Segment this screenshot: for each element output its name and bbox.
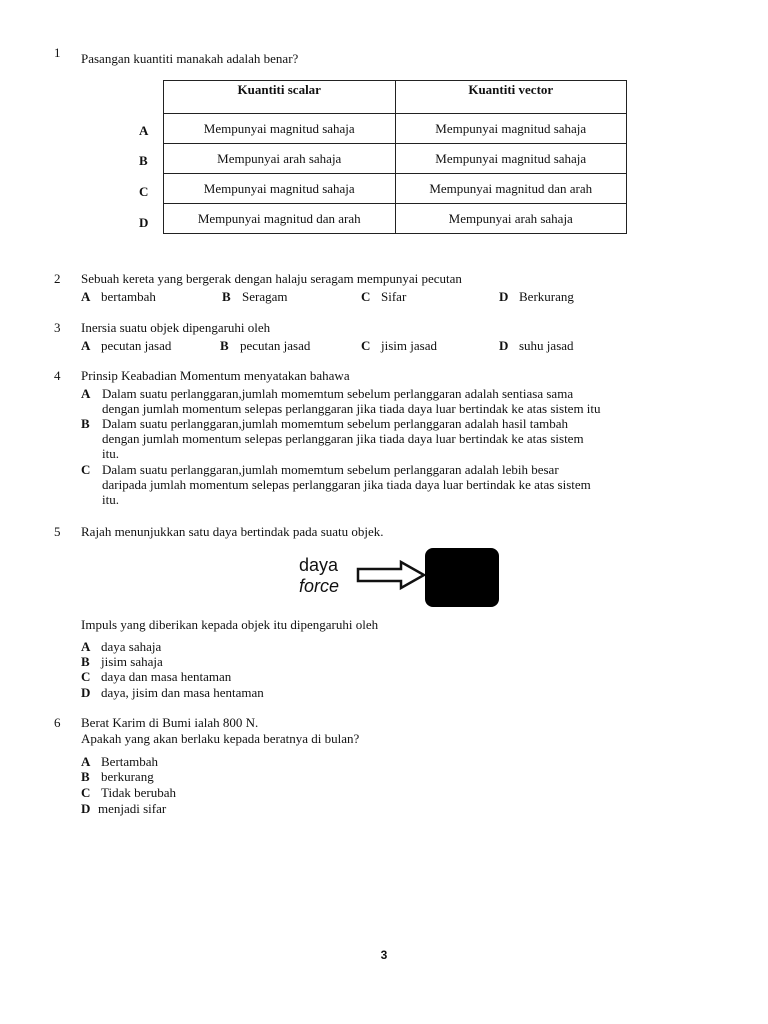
option-text-line: dengan jumlah momentum selepas perlanggaran jika tiada daya luar bertindak ke atas sistem bbox=[102, 431, 584, 446]
option-letter: B bbox=[81, 416, 90, 431]
quantity-table bbox=[163, 80, 627, 234]
option-text-line: Dalam suatu perlanggaran,jumlah momemtum sebelum perlanggaran adalah sentiasa sama bbox=[102, 386, 574, 401]
option-letter: C bbox=[361, 338, 371, 353]
option-b bbox=[81, 769, 154, 784]
question-text: Sebuah kereta yang bergerak dengan halaju seragam mempunyai pecutan bbox=[81, 271, 462, 286]
table-cell: Mempunyai magnitud dan arah bbox=[395, 174, 627, 204]
option-text: jisim sahaja bbox=[101, 654, 163, 669]
option-letter: D bbox=[81, 801, 91, 816]
question-text: Prinsip Keabadian Momentum menyatakan bahawa bbox=[81, 368, 350, 383]
object-block bbox=[425, 548, 499, 607]
option-text: jisim jasad bbox=[381, 338, 437, 353]
option-text-line: Dalam suatu perlanggaran,jumlah momemtum sebelum perlanggaran adalah lebih besar bbox=[102, 462, 559, 477]
table-cell: Mempunyai arah sahaja bbox=[164, 144, 396, 174]
option-text-line: itu. bbox=[102, 492, 119, 507]
question-text: Pasangan kuantiti manakah adalah benar? bbox=[81, 51, 299, 66]
option-letter: D bbox=[499, 338, 509, 353]
table-row bbox=[164, 204, 627, 234]
page-number: 3 bbox=[380, 948, 388, 962]
option-text: menjadi sifar bbox=[98, 801, 167, 816]
option-c bbox=[361, 289, 406, 304]
table-cell: Mempunyai magnitud dan arah bbox=[164, 204, 396, 234]
force-diagram bbox=[296, 547, 502, 609]
question-number: 2 bbox=[54, 271, 61, 286]
force-arrow-icon bbox=[358, 562, 424, 588]
option-letter: A bbox=[81, 386, 91, 401]
option-text: suhu jasad bbox=[519, 338, 574, 353]
option-text-line: dengan jumlah momentum selepas perlanggaran jika tiada daya luar bertindak ke atas sistem itu bbox=[102, 401, 601, 416]
option-letter: B bbox=[220, 338, 229, 353]
option-text-line: itu. bbox=[102, 446, 119, 461]
question-number: 1 bbox=[54, 45, 61, 60]
option-letter: D bbox=[499, 289, 509, 304]
question-number: 5 bbox=[54, 524, 61, 539]
option-text: pecutan jasad bbox=[240, 338, 311, 353]
row-letter: D bbox=[139, 215, 149, 230]
option-b bbox=[220, 338, 310, 353]
option-a bbox=[81, 289, 156, 304]
option-c bbox=[361, 338, 437, 353]
row-letter: C bbox=[139, 184, 149, 199]
table-cell: Mempunyai arah sahaja bbox=[395, 204, 627, 234]
table-header-row bbox=[164, 81, 627, 114]
table-row bbox=[164, 174, 627, 204]
option-letter: C bbox=[361, 289, 371, 304]
table-header-vector: Kuantiti vector bbox=[395, 81, 627, 114]
table-cell: Mempunyai magnitud sahaja bbox=[164, 114, 396, 144]
option-text: daya sahaja bbox=[101, 639, 162, 654]
option-b bbox=[81, 654, 163, 669]
option-c bbox=[81, 785, 176, 800]
option-letter: A bbox=[81, 754, 91, 769]
option-text: Sifar bbox=[381, 289, 407, 304]
row-letter: A bbox=[139, 123, 149, 138]
option-letter: A bbox=[81, 289, 91, 304]
option-a bbox=[81, 754, 158, 769]
option-text: daya dan masa hentaman bbox=[101, 669, 232, 684]
option-letter: C bbox=[81, 785, 91, 800]
option-letter: C bbox=[81, 669, 91, 684]
option-text: bertambah bbox=[101, 289, 156, 304]
question-number: 3 bbox=[54, 320, 61, 335]
table-cell: Mempunyai magnitud sahaja bbox=[395, 114, 627, 144]
option-letter: B bbox=[81, 769, 90, 784]
option-d bbox=[499, 338, 574, 353]
figure-label-force: force bbox=[299, 576, 340, 596]
question-text: Berat Karim di Bumi ialah 800 N. bbox=[81, 715, 259, 730]
option-text: Tidak berubah bbox=[101, 785, 176, 800]
table-header-scalar: Kuantiti scalar bbox=[164, 81, 396, 114]
row-letter: B bbox=[139, 153, 148, 168]
option-d bbox=[499, 289, 574, 304]
table-row bbox=[164, 114, 627, 144]
question-number: 6 bbox=[54, 715, 61, 730]
table-cell: Mempunyai magnitud sahaja bbox=[164, 174, 396, 204]
question-text: Rajah menunjukkan satu daya bertindak pada suatu objek. bbox=[81, 524, 384, 539]
option-letter: A bbox=[81, 338, 91, 353]
option-text: daya, jisim dan masa hentaman bbox=[101, 685, 264, 700]
option-a bbox=[81, 639, 161, 654]
option-text: Berkurang bbox=[519, 289, 574, 304]
option-text: Seragam bbox=[242, 289, 288, 304]
question-text-2: Apakah yang akan berlaku kepada beratnya di bulan? bbox=[81, 731, 360, 746]
question-number: 4 bbox=[54, 368, 61, 383]
table-cell: Mempunyai magnitud sahaja bbox=[395, 144, 627, 174]
option-letter: B bbox=[81, 654, 90, 669]
option-letter: A bbox=[81, 639, 91, 654]
table-row bbox=[164, 144, 627, 174]
option-letter: B bbox=[222, 289, 231, 304]
figure-label-daya: daya bbox=[299, 555, 339, 575]
option-letter: C bbox=[81, 462, 91, 477]
question-text: Inersia suatu objek dipengaruhi oleh bbox=[81, 320, 271, 335]
option-c bbox=[81, 669, 231, 684]
option-a bbox=[81, 338, 171, 353]
option-letter: D bbox=[81, 685, 91, 700]
option-d bbox=[81, 801, 166, 816]
option-text: pecutan jasad bbox=[101, 338, 172, 353]
option-text: berkurang bbox=[101, 769, 154, 784]
option-b bbox=[222, 289, 287, 304]
question-subtext: Impuls yang diberikan kepada objek itu dipengaruhi oleh bbox=[81, 617, 379, 632]
option-text-line: Dalam suatu perlanggaran,jumlah momemtum sebelum perlanggaran adalah hasil tambah bbox=[102, 416, 569, 431]
option-d bbox=[81, 685, 264, 700]
option-text-line: daripada jumlah momentum selepas perlanggaran jika tiada daya luar bertindak ke atas sistem bbox=[102, 477, 591, 492]
option-text: Bertambah bbox=[101, 754, 159, 769]
